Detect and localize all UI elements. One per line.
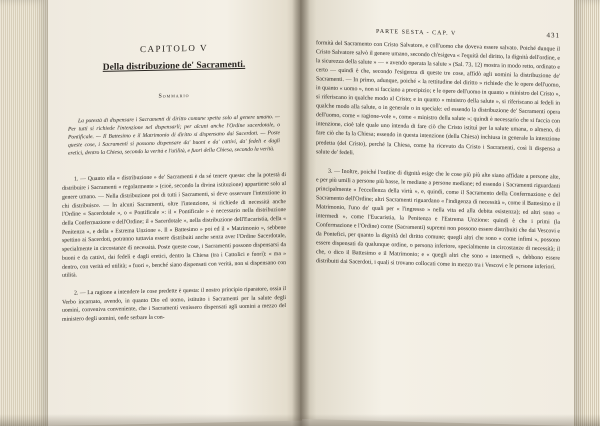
running-title: PARTE SESTA - CAP. V (376, 28, 457, 37)
running-head (316, 25, 560, 39)
right-paragraph-1: formità del Sacramento con Cristo Salvatore, e coll'uomo che doveva essere salvato. Poiché dunque il Cristo Salvatore salvò il genere umano, secondo ch'esigeva « l'equità del diritto, la dignità dell'ordine, e la sicurezza della salute » — « avendo operata la salute » (Sal. 73, 12) mostra in modo retto, ordinato e certo — quindi è che, secondo l'esigenza di queste tre cose, affidò agli uomini la distribuzione de' Sacramenti. — In primo, adunque, poiché « la rettitudine del diritto » richiede che le opere dell'uomo, in quanto « uomo », non si facciano a precipizio; e le opere dell'uomo in quanto « ministro del Cristo », si riferiscano in qualche modo al Cristo; e in quanto « ministro della salute », si riferiscano ai fedeli in qualche modo alla salute, o in generale o in speciale: ed essendo la distribuzione de' Sacramenti opera dell'uomo, come « ragione-vole », come « ministro della salute »; quindi è necessario che si faccia con intenzione, cioè tale quale uno intenda di fare ciò che Cristo istituì per la salute umana, o almeno, di fare ciò che fa la Chiesa; essendo in questa intenzione (della Chiesa) inchiusa in generale la intenzione predetta (del Cristo), perché la Chiesa, come ha ricevuto da Cristo i Sacramenti, così li dispensa a salute de' fedeli. (316, 40, 560, 156)
paragraph-2: 2. — La ragione a intendere le cose predette è questa: il nostro principio riparatore, ossia il Verbo incarnato, avendo, in quanto Dio ed uomo, istituito i Sacramenti per la salute degli uomini, conveniva conveniente, che i Sacramenti venissero dispensati agli uomini a mezzo del ministero degli uomini, onde serbare la con- (62, 285, 286, 323)
chapter-number: CAPITOLO V (140, 42, 208, 55)
left-page-content (62, 25, 286, 324)
paragraph-1: 1. — Quanto ella « distribuzione » de' Sacramenti è da sé tenere queste: che la potestà di distribuire i Sacramenti « regolarmente » (cioè, secondo la divina istituzione) appartiene solo al genere umano. — Nella distribuzione poi di tutti i Sacramenti, si deve osservare l'intenzione in chi distribuisce. — In alcuni Sacramenti, oltre l'intenzione, si richiede di necessità anche l'Ordine « Sacerdotale », o « Pontificale »: il « Pontificale » è necessario nella distribuzione della Confermazione e dell'Ordine; il « Sacerdotale », nella distribuzione dell'Eucaristia, della « Penitenza », e della « Estrema Unzione ». Il « Battesimo » poi ed il « Matrimonio », sebbene spettino ai Sacerdoti, potranno tuttavia essere distribuiti anche senza aver l'Ordine Sacerdotale, specialmente in circostanze di necessità. Poste queste cose, i Sacramenti possono dispensarsi da buoni e da cattivi, dai fedeli e dagli eretici, dentro la Chiesa (tra i Cattolici e fuori): « ma » dentro, con verità ed utilità; « fuori », benché siano dispensati con verità, non si dispensano con utilità. (62, 172, 286, 279)
left-page-edges (0, 0, 48, 426)
right-paragraph-2: 3. — Inoltre, poiché l'ordine di dignità esige che le cose più più alte siano affidate a persone alte, e per più umili a persone più basse, le mediane a persone mediane; ed essendo i Sacramenti riguardanti principalmente « l'eccellenza della virtù », e, quindi, come il Sacramento della Confermazione e del Sacramento dell'Ordine; altri Sacramenti riguardano « l'indigenza di necessità », come il Battesimo e il Matrimonio, l'uno de' quali per « l'ingresso » nella vita ed alla debita esistenza); ed altri sono « intermedi », come l'Eucaristia, la Penitenza e l'Estrema Unzione: quindi è che i primi (la Confermazione e l'Ordine) come (Sacramenti) supremi non possono essere distribuiti che dai Vescovi e da Pontefici, per quanto la dignità del diritto comune; quegli altri che sono « come infimi », possono essere dispensati da qualunque ordine, o persona inferiore, specialmente in circostanze di necessità; il che, o dico il Battesimo e il Matrimonio; e « quegli altri che sono « intermedi », debbono essere distribuiti dai Sacerdoti, i quali si trovano collocati come in mezzo tra i Vescovi e le persone inferiori. (316, 168, 560, 271)
summary-heading: Sommario (158, 93, 190, 100)
book-gutter (292, 0, 310, 426)
left-page (48, 0, 302, 426)
right-page-edges (574, 0, 600, 426)
page-number: 431 (546, 31, 560, 40)
chapter-title: Della distribuzione de' Sacramenti. (102, 59, 246, 73)
right-page (300, 0, 574, 426)
bottom-shadow (0, 414, 600, 426)
summary-text: La potestà di dispensare i Sacramenti di diritto comune spetta solo al genere umano. — Per tutti si richiede l'intenzione nel dispensarli; per alcuni anche l'Ordine sacerdotale, o Pontificale. — Il Battesimo e il Matrimonio di diritto si dispensano dai Sacerdoti. — Poste queste cose, i Sacramenti si possono dispensare da' buoni e da' cattivi, da' fedeli e dagli eretici, dentro la Chiesa, secondo la verità e l'utilità, e fuori della Chiesa, secondo la verità. (68, 114, 280, 157)
right-page-content (316, 25, 560, 273)
